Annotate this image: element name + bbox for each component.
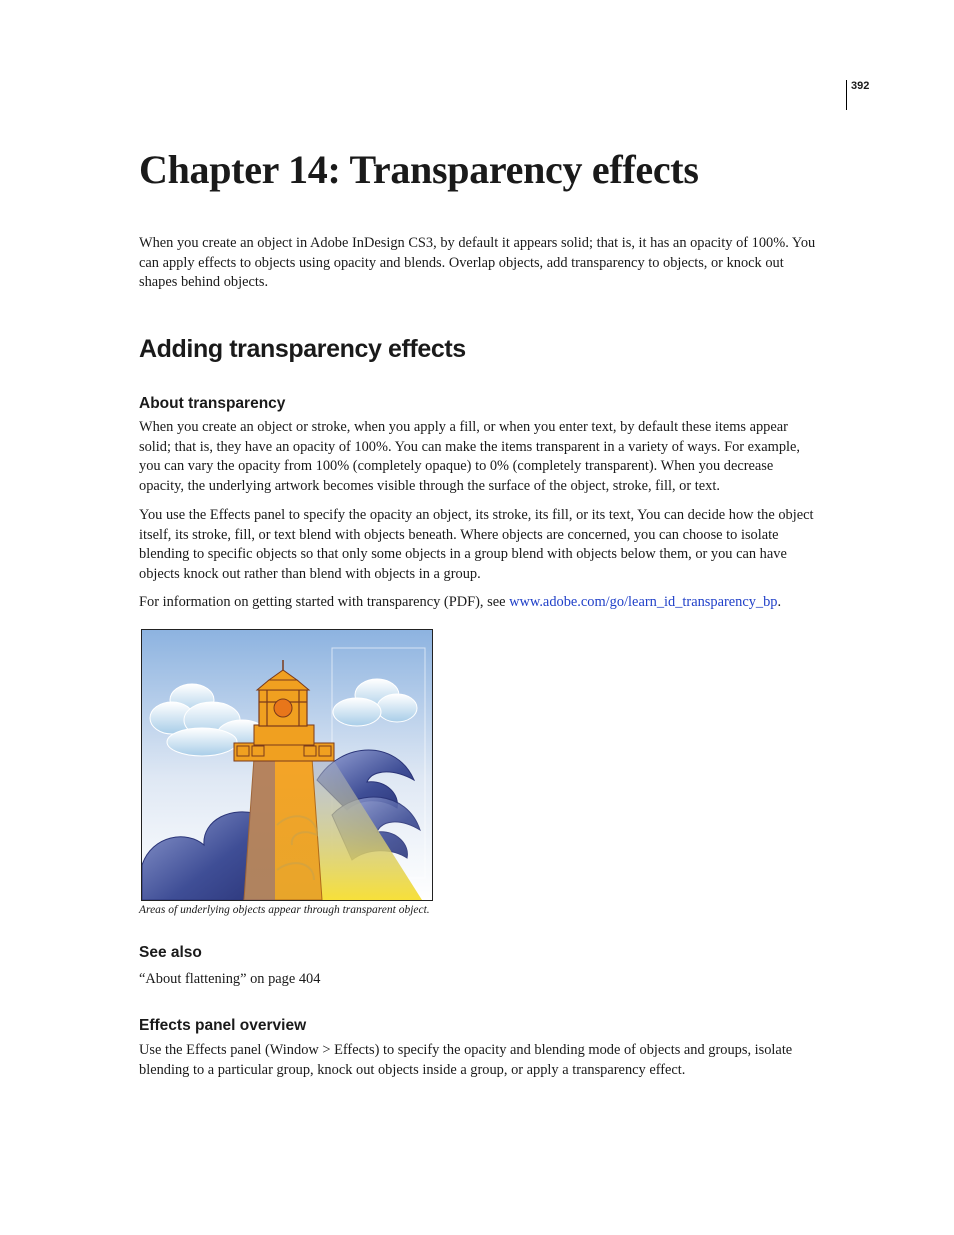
- header-rule: [846, 80, 847, 110]
- see-also-item: “About flattening” on page 404: [139, 971, 321, 987]
- effects-panel-heading: Effects panel overview: [139, 1017, 307, 1034]
- section-heading: Adding transparency effects: [139, 335, 466, 363]
- about-transparency-heading: About transparency: [139, 395, 286, 412]
- figure-caption: Areas of underlying objects appear through transparent object.: [139, 904, 430, 916]
- chapter-title: Chapter 14: Transparency effects: [139, 147, 699, 192]
- transparency-guide-link[interactable]: www.adobe.com/go/learn_id_transparency_bp: [509, 594, 778, 610]
- about-paragraph-3-suffix: .: [777, 594, 782, 610]
- lighthouse-illustration: [141, 629, 433, 901]
- about-paragraph-3-prefix: For information on getting started with transparency (PDF), see: [139, 594, 510, 610]
- about-paragraph-2: You use the Effects panel to specify the opacity an object, its stroke, its fill, or its text, You can decide how the object itself, its stroke, fill, or text blend with objects beneath. Where objects are concerned, you can choose to isolate blending to specific objects so that only some objects in a group blend with objects below them, or you can have objects knock out rather than blend with objects in a group.: [139, 507, 814, 582]
- page-number: 392: [851, 80, 870, 92]
- effects-panel-paragraph: Use the Effects panel (Window > Effects) to specify the opacity and blending mode of objects and groups, isolate blending to a particular group, knock out objects inside a group, or apply a transparency effect.: [139, 1042, 793, 1078]
- see-also-heading: See also: [139, 944, 202, 961]
- about-paragraph-3: [139, 593, 819, 613]
- about-paragraph-1: When you create an object or stroke, when you apply a fill, or when you enter text, by default these items appear solid; that is, they have an opacity of 100%. You can make the items transparent in a variety of ways. For example, you can vary the opacity from 100% (completely opaque) to 0% (completely transparent). When you decrease opacity, the underlying artwork becomes visible through the surface of the object, stroke, fill, or text.: [139, 419, 801, 494]
- intro-paragraph: When you create an object in Adobe InDesign CS3, by default it appears solid; that is, it has an opacity of 100%. You can apply effects to objects using opacity and blends. Overlap objects, add transparency to objects, or knock out shapes behind objects.: [139, 235, 816, 290]
